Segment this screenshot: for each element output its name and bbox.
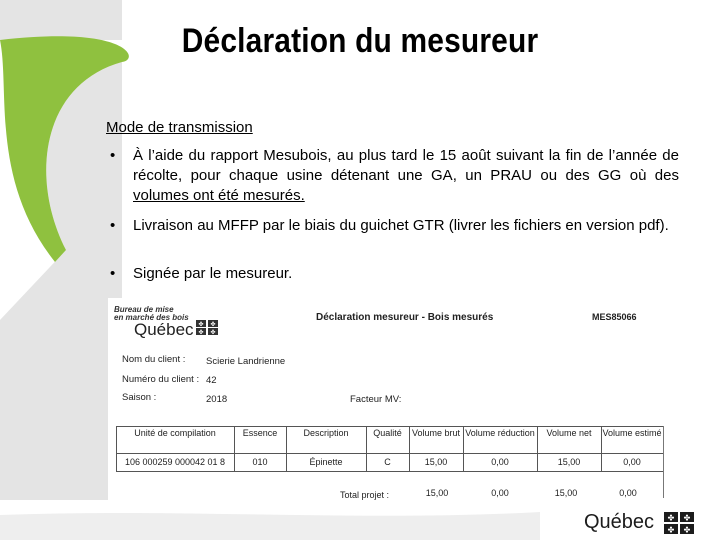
bullet-marker: •	[110, 217, 116, 234]
total-value: 15,00	[425, 488, 449, 498]
svg-text:✤: ✤	[667, 525, 675, 534]
bullet-underlined-text: volumes ont été mesurés.	[133, 187, 305, 204]
page-title: Déclaration du mesureur	[181, 22, 539, 60]
bullet-text: Signée par le mesureur.	[133, 265, 293, 282]
form-org-line: en marché des bois	[114, 313, 189, 322]
season-label: Saison :	[122, 392, 157, 403]
form-quebec-wordmark: Québec	[134, 320, 194, 339]
table-header-cell: Essence	[242, 428, 278, 438]
table-cell: 010	[252, 457, 268, 467]
table-header-cell: Volume net	[546, 428, 592, 438]
facteur-label: Facteur MV:	[350, 394, 402, 405]
table-cell: Épinette	[309, 457, 343, 467]
table-rule	[116, 471, 664, 472]
svg-text:✤: ✤	[198, 322, 204, 328]
client-number-label: Numéro du client :	[122, 374, 200, 385]
form-org-line: Bureau de mise	[114, 305, 174, 314]
table-header-cell: Unité de compilation	[134, 428, 216, 438]
table-header-cell: Volume estimé	[602, 428, 662, 438]
svg-text:✤: ✤	[683, 513, 691, 523]
table-cell: C	[384, 457, 391, 467]
table-header-cell: Volume brut	[411, 428, 461, 438]
total-value: 0,00	[491, 488, 509, 498]
client-name-value: Scierie Landrienne	[206, 356, 286, 367]
table-cell: 0,00	[491, 457, 509, 467]
table-header-cell: Volume réduction	[465, 428, 535, 438]
mode-heading: Mode de transmission	[106, 119, 253, 136]
total-value: 15,00	[554, 488, 578, 498]
bullet-text: À l’aide du rapport Mesubois, au plus tard le 15 août suivant la fin de l’année de récolte, pour chaque usine détenant une GA, un PRAU ou des GG où des	[133, 147, 679, 184]
svg-text:✤: ✤	[210, 322, 216, 328]
svg-text:✤: ✤	[210, 330, 216, 335]
volume-table	[116, 426, 664, 472]
client-name-label: Nom du client :	[122, 354, 186, 365]
table-cell: 15,00	[557, 457, 581, 467]
season-value: 2018	[206, 394, 228, 405]
table-header-cell: Qualité	[373, 428, 402, 438]
table-header-cell: Description	[303, 428, 349, 438]
total-value: 0,00	[619, 488, 637, 498]
client-number-value: 42	[206, 375, 217, 386]
bullet-marker: •	[110, 147, 116, 164]
bullet-item	[106, 216, 679, 236]
declaration-form-image	[108, 298, 664, 506]
table-cell: 0,00	[623, 457, 641, 467]
quebec-flag-icon	[664, 512, 694, 534]
svg-text:✤: ✤	[667, 513, 675, 523]
table-cell: 106 000259 000042 01 8	[124, 457, 226, 467]
svg-text:✤: ✤	[198, 330, 204, 335]
bullet-item	[106, 146, 679, 206]
quebec-logo-text: Québec	[584, 511, 655, 533]
quebec-flag-icon	[196, 320, 218, 335]
svg-text:✤: ✤	[683, 525, 691, 534]
form-border	[663, 426, 664, 498]
total-label: Total projet :	[340, 490, 390, 500]
bullet-text: Livraison au MFFP par le biais du guichet GTR (livrer les fichiers en version pdf).	[133, 217, 669, 234]
form-code: MES85066	[592, 312, 637, 322]
bullet-item	[106, 264, 679, 284]
form-title: Déclaration mesureur - Bois mesurés	[316, 312, 494, 323]
table-cell: 15,00	[424, 457, 448, 467]
bullet-marker: •	[110, 265, 116, 282]
